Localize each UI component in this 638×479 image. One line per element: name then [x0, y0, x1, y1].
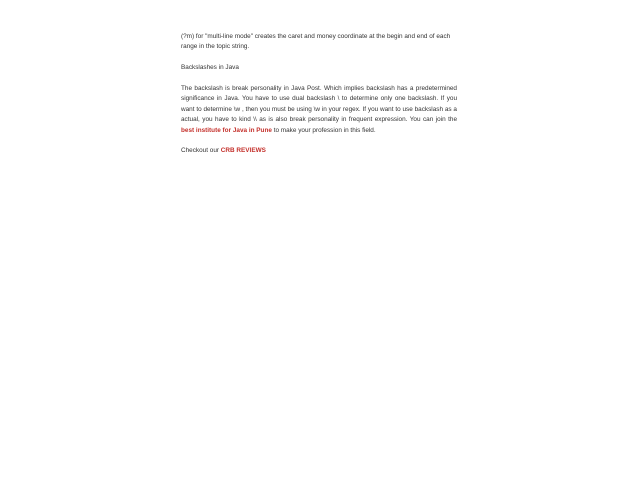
checkout-label: Checkout our: [181, 147, 221, 155]
section-heading: Backslashes in Java: [181, 64, 239, 72]
paragraph-backslash-text: The backslash is break personality in Java Post. Which implies backslash has a predetermined significance in Java. You have to use dual backslash \ to determine only one backslash. If you want to determine \w , then you must be using \w in your regex. If you want to use backslash as a actual, you have to kind \\ as is also break personality in frequent expression. You can join the: [181, 85, 457, 124]
paragraph-multiline-mode: (?m) for "multi-line mode" creates the caret and money coordinate at the begin and end of each range in the topic string.: [181, 33, 451, 51]
checkout-line: [181, 146, 457, 156]
java-institute-link[interactable]: best institute for Java in Pune: [181, 126, 272, 134]
crb-reviews-link[interactable]: CRB REVIEWS: [220, 147, 266, 155]
paragraph-backslash: [181, 84, 457, 136]
article-content: [181, 32, 457, 167]
paragraph-backslash-tail: to make your profession in this field.: [271, 126, 376, 134]
